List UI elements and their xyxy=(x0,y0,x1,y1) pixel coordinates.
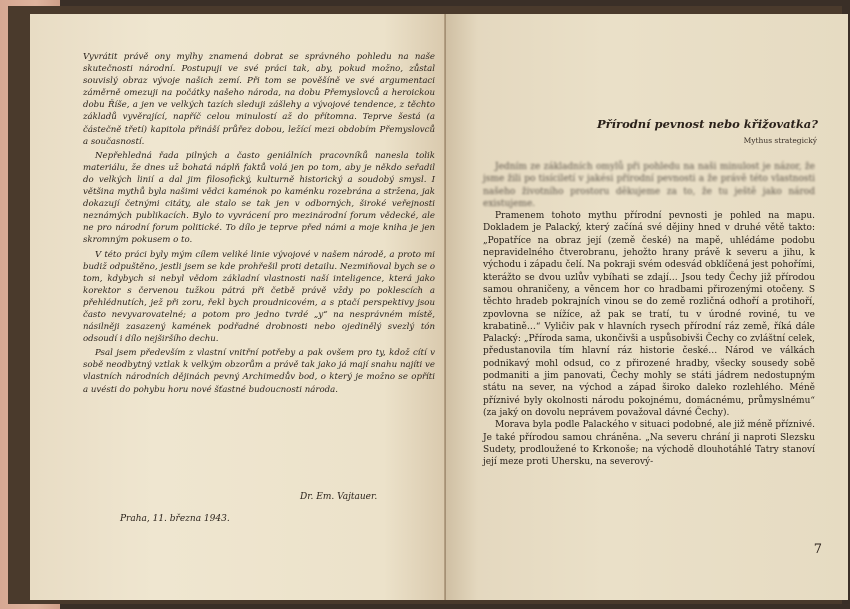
foreword-paragraph-4: Psal jsem především z vlastní vnitřní potřeby a pak ovšem pro ty, kdož cítí v sobě neodbytný vztlak k velkým obzorům a právě tak jako já mají snahu najíti ve vlastních národních dějinách pevný Archimedův bod, o který je možno se opříti a uvésti do pohybu horu nové šťastné budoucnosti národa. xyxy=(83,348,435,395)
chapter-paragraph-1: Jedním ze základních omylů při pohledu na naši minulost je názor, že jsme žili po tisíciletí v jakési přírodní pevnosti a že právě této vlastnosti našeho životního prostoru děkujeme za to, že tu ještě jako národ existujeme. xyxy=(483,162,815,209)
open-book xyxy=(8,6,842,604)
page-number: 7 xyxy=(813,542,822,557)
chapter-paragraph-2: Pramenem tohoto mythu přírodní pevnosti je pohled na mapu. Dokladem je Palacký, který začíná své dějiny hned v druhé větě takto: „Popatříce na obraz její (země české) na mapě, uhlédáme podobu nepravidelného čtverobranu, jehožto hrany právě k severu a jihu, k východu i západu čelí. Na pokraji svém odesvád obklíčená jest pohořími, kterážto se dvou uzlův vybíhati se zdají… Jsou tedy Čechy již přírodou samou ohraničeny, a věncem hor co hradbami přirozenými otočeny. S těchto hradeb pokrajních vinou se do země rozličná odhoří a protihoří, zpovlovna se nížíce, až pak se tratí, tu v úrodné roviné, tu ve krabatině…“ Vyličiv pak v hlavních rysech přírodní ráz země, říká dále Palacký: „Příroda sama, ukončivši a uspůsobivši Čechy co zvláštní celek, předustanovila tím hlavní ráz historie české… Národ ve válkách podnikavý mohl odsud, co z přirozené hradby, všecky sousedy sobě podmaniti a jim panovati, Čechy mohly se státi jádrem nedostupným státu na sever, na východ a západ široko daleko rozlehlého. Méně příznivé byly okolnosti národu pokojnému, domácnému, průmyslnému“ (za jaký on dovolu neprávem považoval dávné Čechy). xyxy=(483,211,815,418)
foreword-paragraph-3: V této práci byly mým cílem veliké linie vývojové v našem národě, a proto mi budiž odpuštěno, jestli jsem se kde prohřešil proti detailu. Nezmiňoval bych se o tom, kdybych si nebyl vědom základní vlastnosti naší inteligence, která jako korektor s červenou tužkou pátrá při četbě právě vždy po poklescích a přehlédnutích, jež při zoru, řekl bych proudnicovém, a s ptačí perspektivy jsou často nevyvarovatelné; a potom pro jedno tvrdé „y“ na nesprávném místě, násilněji zasazený kamének podřadné drobnosti nebo ojedinělý svezlý tón odsoudí i dílo nejširšího dechu. xyxy=(83,249,435,345)
foreword-paragraph-1: Vyvrátit právě ony mylhy znamená dobrat se správného pohledu na naše skutečnosti národní. Postupuji ve své práci tak, aby, pokud možno, zůstal souvislý obraz vývoje našich zemí. Při tom se pověšíně ve své argumentaci záměrně omezuji na počátky našeho národa, na dobu Přemyslovců a heroickou dobu Říše, a jen ve velkých tazích sleduji zášlehy a vývojové tendence, z těchto základů vyvěrající, napříč celou minulostí až do přítomna. Teprve šestá (a částečně třetí) kapitola přináší průřez dobou, ležící mezi obdobím Přemyslovců a současností. xyxy=(83,52,435,147)
chapter-paragraph-3: Morava byla podle Palackého v situaci podobné, ale již méně příznivé. Je také přírodou samou chráněna. „Na severu chrání ji naproti Slezsku Sudety, prodloužené to Krkonoše; na východě dlouhotáhlé Tatry stanoví její meze proti Uhersku, na severový- xyxy=(483,420,815,468)
foreword-paragraph-2: Nepřehledná řada pilných a často geniálních pracovníků nanesla tolik materiálu, že dnes už bohatá náplň faktů volá jen po tom, aby je někdo seřadil do velkých linií a dal jim filosofický, kulturně historický a soudobý smysl. I většina mythů byla našimi vědci kaménok po kaménku rozebrána a stržena, jak dokazují četnými citáty, ale stalo se tak jen v odborných, široké veřejnosti neznámých publikacích. Bylo to vyvrácení pro mezinárodní forum vědecké, ale ne pro národní forum politické. To dílo je teprve před námi a moje kniha je jen skromným pokusem o to. xyxy=(83,150,435,246)
chapter-heading: Přírodní pevnost nebo křižovatka? xyxy=(596,117,818,131)
right-page xyxy=(446,14,848,600)
left-page xyxy=(30,14,446,600)
chapter-text xyxy=(483,161,815,468)
place-date: Praha, 11. března 1943. xyxy=(120,514,230,524)
chapter-subheading: Mythus strategický xyxy=(743,136,817,145)
foreword-text xyxy=(83,51,435,398)
author-signature: Dr. Em. Vajtauer. xyxy=(300,492,378,502)
